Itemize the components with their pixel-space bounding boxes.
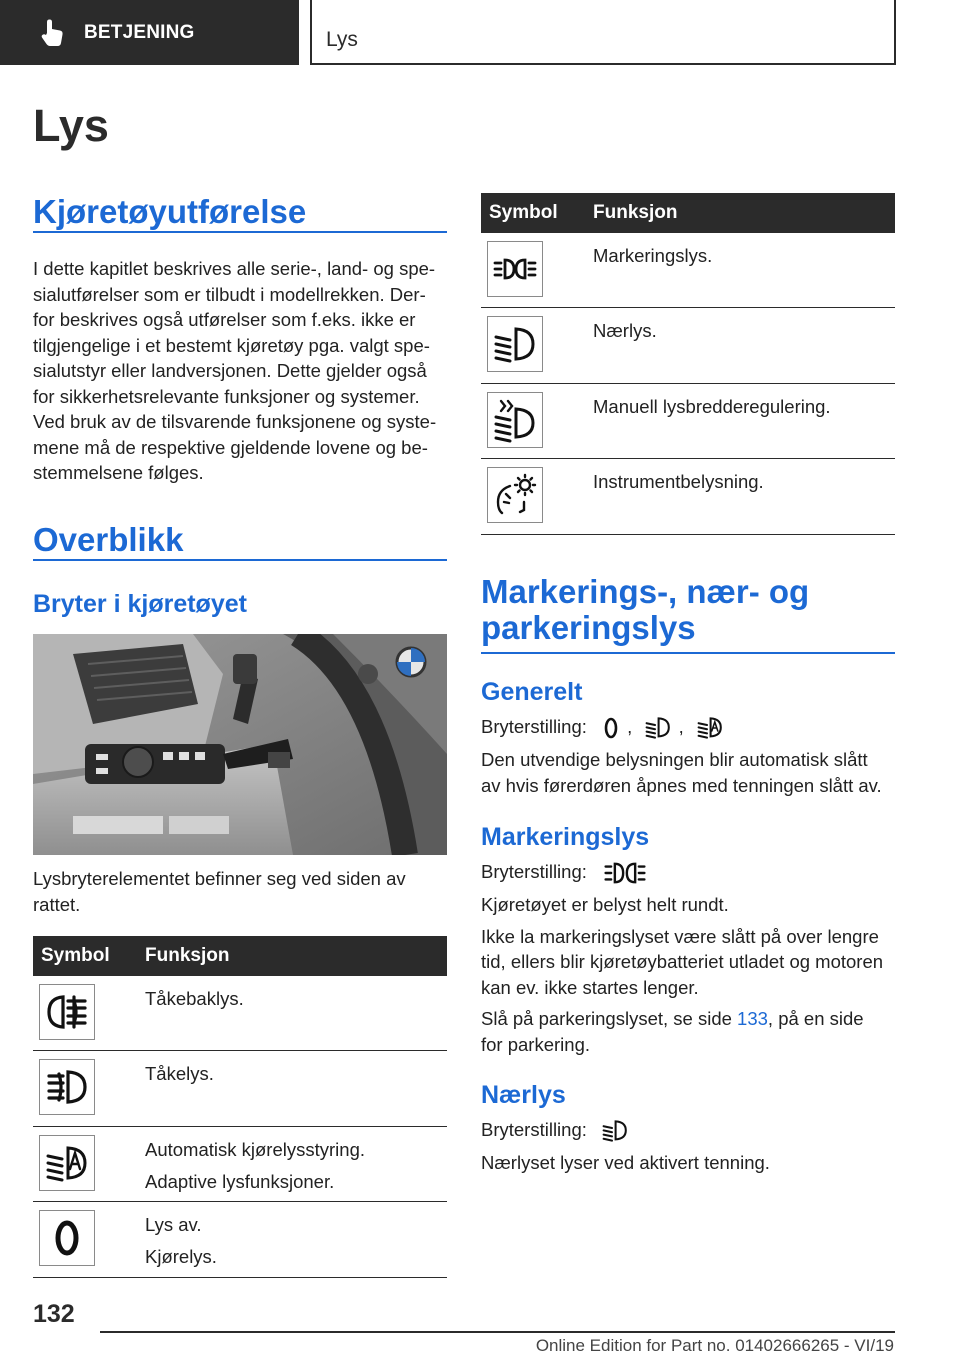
function-text: Lys av. xyxy=(145,1214,202,1235)
switch-position-label: Bryterstilling: xyxy=(481,716,587,737)
column-function: Funksjon xyxy=(145,945,230,966)
function-text: Kjørelys. xyxy=(145,1246,217,1267)
page-title: Lys xyxy=(33,100,109,151)
symbol-frame xyxy=(487,392,543,448)
function-text: Nærlys. xyxy=(593,320,657,341)
table-row xyxy=(481,384,895,459)
separator-comma: , xyxy=(627,716,633,737)
rear-fog-light-icon xyxy=(44,989,90,1035)
front-fog-light-icon xyxy=(44,1064,90,1110)
text-line: tid, ellers blir kjøretøybatteriet utladet og motoren xyxy=(481,951,884,973)
text-line: mene må de respektive gjeldende lovene og be- xyxy=(33,436,428,458)
heading-vehicle-equipment: Kjøretøyutførelse xyxy=(33,194,447,233)
switch-symbol-table-right xyxy=(481,193,895,535)
heading-low-beam: Nærlys xyxy=(481,1081,566,1109)
lights-off-icon xyxy=(600,716,622,740)
heading-marker-lights: Markeringslys xyxy=(481,823,650,851)
function-text: Adaptive lysfunksjoner. xyxy=(145,1171,335,1192)
column-symbol: Symbol xyxy=(489,202,558,223)
table-row xyxy=(481,308,895,384)
switch-position-line xyxy=(481,1117,901,1143)
text-line: Ved bruk av de tilsvarende funksjonene og syste- xyxy=(33,411,437,432)
page-133-link[interactable]: 133 xyxy=(737,1008,768,1030)
symbol-cell xyxy=(33,1202,145,1277)
function-text: Manuell lysbredderegulering. xyxy=(593,396,831,417)
lights-off-icon xyxy=(44,1215,90,1261)
low-beam-icon xyxy=(492,321,538,367)
text-line xyxy=(481,1006,901,1032)
table-row xyxy=(33,1051,447,1127)
table-header xyxy=(481,193,895,233)
function-text: Tåkelys. xyxy=(145,1063,214,1084)
heading-switch-in-vehicle: Bryter i kjøretøyet xyxy=(33,590,247,618)
parking-light-reference xyxy=(481,1006,901,1057)
function-cell xyxy=(145,1202,217,1277)
instrument-lighting-icon xyxy=(492,472,538,518)
function-text: Tåkebaklys. xyxy=(145,988,244,1009)
text-line: sialutførelser som er tilbudt i modellrekken. Der- xyxy=(33,283,426,305)
column-symbol: Symbol xyxy=(41,945,110,966)
column-function: Funksjon xyxy=(593,202,678,223)
function-text: Markeringslys. xyxy=(593,245,713,266)
heading-marker-low-parking-lights xyxy=(481,574,895,654)
chapter-title: BETJENING xyxy=(84,21,195,43)
table-row xyxy=(33,1202,447,1278)
function-cell xyxy=(593,384,831,458)
light-switch-photo xyxy=(33,634,447,855)
footer-rule xyxy=(100,1331,895,1333)
photo-caption xyxy=(33,866,447,917)
symbol-cell xyxy=(33,1051,145,1126)
vehicle-equipment-text xyxy=(33,256,451,486)
headlight-range-control-icon xyxy=(492,397,538,443)
symbol-frame xyxy=(39,1210,95,1266)
table-row xyxy=(481,233,895,308)
table-row xyxy=(33,976,447,1051)
marker-lights-text xyxy=(481,859,901,1057)
function-cell xyxy=(593,233,712,307)
function-text: Instrumentbelysning. xyxy=(593,471,764,492)
symbol-frame xyxy=(39,984,95,1040)
symbol-cell xyxy=(33,976,145,1050)
switch-position-line xyxy=(481,859,901,885)
text-line: av hvis førerdøren åpnes med tenningen slått av. xyxy=(481,774,882,796)
function-cell xyxy=(145,976,244,1050)
text-line: Lysbryterelementet befinner seg ved siden av xyxy=(33,868,406,889)
general-text xyxy=(481,714,901,798)
heading-line: Markerings-, nær- og xyxy=(481,573,810,610)
automatic-headlight-icon xyxy=(44,1140,90,1186)
function-text: Automatisk kjørelysstyring. xyxy=(145,1139,365,1160)
automatic-headlight-icon xyxy=(695,716,725,740)
text-line: for beskrives også utførelser som f.eks. ikke er xyxy=(33,309,416,330)
text-line: I dette kapitlet beskrives alle serie-, land- og spe- xyxy=(33,258,436,279)
text-line: stemmelsene følges. xyxy=(33,462,204,483)
symbol-frame xyxy=(39,1135,95,1191)
function-cell xyxy=(593,459,764,534)
symbol-cell xyxy=(33,1127,145,1201)
topic-header: Lys xyxy=(310,0,896,65)
heading-line: parkeringslys xyxy=(481,609,696,646)
text-line: for parkering. xyxy=(481,1033,590,1055)
page-number: 132 xyxy=(33,1300,75,1328)
symbol-frame xyxy=(39,1059,95,1115)
switch-symbol-table-left xyxy=(33,936,447,1278)
text-line: Ikke la markeringslyset være slått på over lengre xyxy=(481,925,879,947)
symbol-cell xyxy=(481,459,593,534)
low-beam-icon xyxy=(643,716,673,740)
symbol-frame xyxy=(487,316,543,372)
chapter-tab[interactable] xyxy=(0,0,299,65)
symbol-cell xyxy=(481,233,593,307)
symbol-frame xyxy=(487,467,543,523)
low-beam-text xyxy=(481,1117,901,1176)
dashboard-illustration xyxy=(33,634,447,855)
symbol-frame xyxy=(487,241,543,297)
marker-warning-text xyxy=(481,924,901,1001)
heading-overview: Overblikk xyxy=(33,522,447,561)
function-cell xyxy=(145,1127,365,1201)
switch-position-line xyxy=(481,714,901,740)
symbol-cell xyxy=(481,308,593,383)
text-line: Nærlyset lyser ved aktivert tenning. xyxy=(481,1152,770,1174)
table-row xyxy=(33,1127,447,1202)
hand-pointer-icon xyxy=(40,19,66,47)
switch-position-label: Bryterstilling: xyxy=(481,861,587,882)
text-line: sialutstyr eller landversjonen. Dette gjelder også xyxy=(33,360,427,381)
table-row xyxy=(481,459,895,535)
text-line: tilgjengelige i et bestemt kjøretøy pga. valgt spe- xyxy=(33,334,430,356)
text-span: , på en side xyxy=(767,1008,864,1030)
separator-comma: , xyxy=(678,716,684,737)
heading-general: Generelt xyxy=(481,678,583,706)
edition-note: Online Edition for Part no. 01402666265 - VI/19 xyxy=(535,1336,894,1355)
text-line: Kjøretøyet er belyst helt rundt. xyxy=(481,894,729,916)
table-header xyxy=(33,936,447,976)
text-line: kan ev. ikke startes lenger. xyxy=(481,976,699,998)
text-line: for sikkerhetsrelevante funksjoner og systemer. xyxy=(33,385,420,407)
text-span: Slå på parkeringslyset, se side xyxy=(481,1008,732,1030)
side-marker-light-icon xyxy=(492,246,538,292)
switch-position-label: Bryterstilling: xyxy=(481,1119,587,1140)
symbol-cell xyxy=(481,384,593,458)
function-cell xyxy=(593,308,657,383)
function-cell xyxy=(145,1051,214,1126)
side-marker-light-icon xyxy=(600,861,650,885)
low-beam-icon xyxy=(600,1119,630,1143)
text-line: rattet. xyxy=(33,893,81,915)
text-line: Den utvendige belysningen blir automatisk slått xyxy=(481,749,868,771)
